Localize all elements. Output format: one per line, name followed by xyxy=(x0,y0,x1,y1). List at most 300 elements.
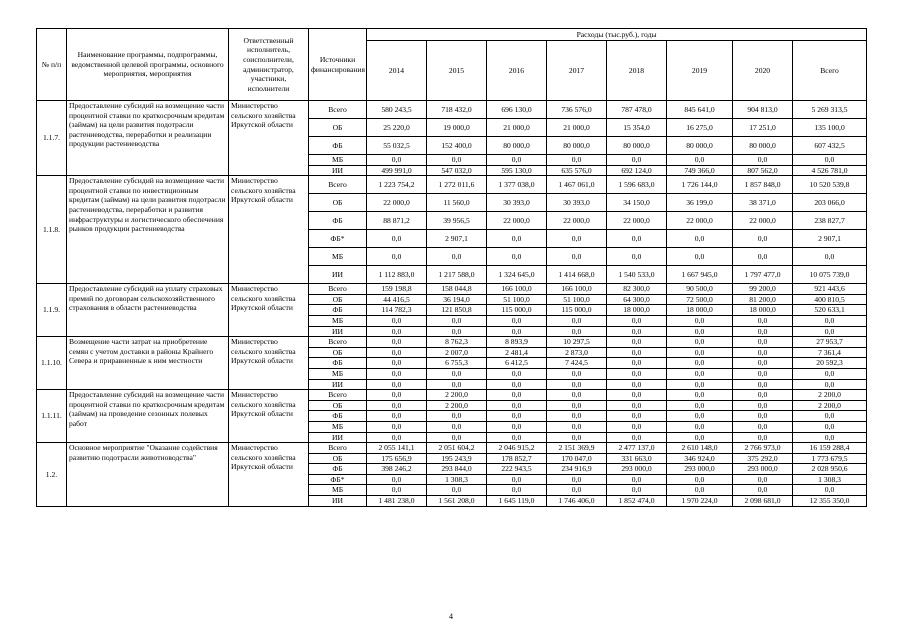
amount-cell: 18 000,0 xyxy=(607,305,667,316)
amount-cell: 0,0 xyxy=(547,368,607,379)
amount-cell: 0,0 xyxy=(667,474,733,485)
amount-cell: 51 100,0 xyxy=(547,294,607,305)
amount-cell: 0,0 xyxy=(367,368,427,379)
amount-cell: 0,0 xyxy=(427,411,487,422)
amount-cell: 0,0 xyxy=(547,155,607,166)
funding-source: Всего xyxy=(309,390,367,401)
amount-cell: 0,0 xyxy=(607,230,667,248)
funding-source: ФБ xyxy=(309,411,367,422)
amount-cell: 0,0 xyxy=(667,326,733,337)
amount-total: 0,0 xyxy=(793,315,867,326)
amount-cell: 55 032,5 xyxy=(367,137,427,155)
amount-cell: 2 151 369,9 xyxy=(547,443,607,454)
amount-cell: 80 000,0 xyxy=(487,137,547,155)
amount-cell: 0,0 xyxy=(607,337,667,348)
amount-total: 921 443,6 xyxy=(793,284,867,295)
header-year: 2020 xyxy=(733,41,793,101)
amount-cell: 1 746 406,0 xyxy=(547,496,607,507)
amount-cell: 72 500,0 xyxy=(667,294,733,305)
amount-cell: 0,0 xyxy=(487,411,547,422)
amount-cell: 0,0 xyxy=(487,421,547,432)
amount-total: 1 773 679,5 xyxy=(793,453,867,464)
amount-cell: 0,0 xyxy=(607,358,667,369)
amount-cell: 0,0 xyxy=(607,411,667,422)
amount-cell: 0,0 xyxy=(427,421,487,432)
amount-cell: 1 645 119,0 xyxy=(487,496,547,507)
amount-cell: 0,0 xyxy=(547,326,607,337)
amount-cell: 0,0 xyxy=(667,347,733,358)
amount-cell: 1 481 238,0 xyxy=(367,496,427,507)
amount-cell: 0,0 xyxy=(607,347,667,358)
amount-cell: 0,0 xyxy=(607,390,667,401)
amount-cell: 82 300,0 xyxy=(607,284,667,295)
amount-cell: 0,0 xyxy=(487,485,547,496)
amount-cell: 2 200,0 xyxy=(427,390,487,401)
amount-cell: 99 200,0 xyxy=(733,284,793,295)
amount-cell: 0,0 xyxy=(427,379,487,390)
amount-cell: 0,0 xyxy=(733,248,793,266)
amount-total: 2 200,0 xyxy=(793,390,867,401)
budget-table-sheet xyxy=(36,28,866,507)
amount-cell: 1 857 848,0 xyxy=(733,176,793,194)
amount-cell: 0,0 xyxy=(367,347,427,358)
amount-cell: 51 100,0 xyxy=(487,294,547,305)
table-row xyxy=(37,284,867,295)
funding-source: Всего xyxy=(309,101,367,119)
amount-cell: 81 200,0 xyxy=(733,294,793,305)
amount-total: 16 159 288,4 xyxy=(793,443,867,454)
amount-cell: 0,0 xyxy=(367,400,427,411)
amount-total: 400 810,5 xyxy=(793,294,867,305)
amount-cell: 845 641,0 xyxy=(667,101,733,119)
amount-cell: 234 916,9 xyxy=(547,464,607,475)
amount-cell: 39 956,5 xyxy=(427,212,487,230)
amount-cell: 44 416,5 xyxy=(367,294,427,305)
amount-cell: 1 308,3 xyxy=(427,474,487,485)
amount-cell: 38 371,0 xyxy=(733,194,793,212)
funding-source: ОБ xyxy=(309,347,367,358)
amount-cell: 115 000,0 xyxy=(547,305,607,316)
amount-total: 2 200,0 xyxy=(793,400,867,411)
amount-cell: 293 844,0 xyxy=(427,464,487,475)
funding-source: МБ xyxy=(309,315,367,326)
amount-cell: 0,0 xyxy=(733,379,793,390)
amount-cell: 0,0 xyxy=(667,411,733,422)
amount-cell: 195 243,9 xyxy=(427,453,487,464)
amount-total: 20 592,3 xyxy=(793,358,867,369)
amount-cell: 0,0 xyxy=(547,390,607,401)
amount-cell: 22 000,0 xyxy=(367,194,427,212)
table-header xyxy=(37,29,867,101)
amount-cell: 1 112 883,0 xyxy=(367,266,427,284)
amount-cell: 64 300,0 xyxy=(607,294,667,305)
amount-cell: 0,0 xyxy=(367,485,427,496)
funding-source: ИИ xyxy=(309,379,367,390)
amount-cell: 547 032,0 xyxy=(427,165,487,176)
header-year: 2019 xyxy=(667,41,733,101)
header-source: Источники финансирования xyxy=(309,29,367,101)
amount-cell: 0,0 xyxy=(487,155,547,166)
amount-total: 0,0 xyxy=(793,248,867,266)
executor: Министерство сельского хозяйства Иркутской области xyxy=(229,443,309,507)
amount-cell: 0,0 xyxy=(667,337,733,348)
amount-cell: 331 663,0 xyxy=(607,453,667,464)
amount-cell: 30 393,0 xyxy=(487,194,547,212)
executor: Министерство сельского хозяйства Иркутской области xyxy=(229,337,309,390)
amount-cell: 36 199,0 xyxy=(667,194,733,212)
amount-cell: 2 481,4 xyxy=(487,347,547,358)
amount-cell: 0,0 xyxy=(733,358,793,369)
amount-cell: 787 478,0 xyxy=(607,101,667,119)
amount-cell: 293 000,0 xyxy=(733,464,793,475)
funding-source: ФБ xyxy=(309,137,367,155)
funding-source: Всего xyxy=(309,284,367,295)
amount-cell: 0,0 xyxy=(607,421,667,432)
amount-cell: 293 000,0 xyxy=(667,464,733,475)
amount-cell: 0,0 xyxy=(487,230,547,248)
amount-cell: 22 000,0 xyxy=(667,212,733,230)
amount-cell: 15 354,0 xyxy=(607,119,667,137)
amount-cell: 1 970 224,0 xyxy=(667,496,733,507)
funding-source: МБ xyxy=(309,155,367,166)
amount-cell: 10 297,5 xyxy=(547,337,607,348)
amount-total: 0,0 xyxy=(793,326,867,337)
amount-total: 27 953,7 xyxy=(793,337,867,348)
amount-cell: 0,0 xyxy=(667,358,733,369)
item-number: 1.1.10. xyxy=(37,337,67,390)
amount-cell: 499 991,0 xyxy=(367,165,427,176)
amount-total: 10 520 539,8 xyxy=(793,176,867,194)
amount-cell: 0,0 xyxy=(367,230,427,248)
amount-cell: 580 243,5 xyxy=(367,101,427,119)
amount-total: 520 633,1 xyxy=(793,305,867,316)
amount-cell: 0,0 xyxy=(367,432,427,443)
amount-total: 2 028 950,6 xyxy=(793,464,867,475)
amount-cell: 0,0 xyxy=(487,390,547,401)
amount-cell: 0,0 xyxy=(547,248,607,266)
amount-cell: 293 000,0 xyxy=(607,464,667,475)
amount-cell: 121 850,8 xyxy=(427,305,487,316)
item-number: 1.1.9. xyxy=(37,284,67,337)
amount-cell: 0,0 xyxy=(733,347,793,358)
amount-cell: 0,0 xyxy=(607,326,667,337)
amount-cell: 36 194,0 xyxy=(427,294,487,305)
amount-cell: 2 046 915,2 xyxy=(487,443,547,454)
amount-cell: 0,0 xyxy=(667,400,733,411)
amount-total: 12 355 350,0 xyxy=(793,496,867,507)
funding-source: ОБ xyxy=(309,194,367,212)
amount-cell: 0,0 xyxy=(487,315,547,326)
budget-table xyxy=(36,28,867,507)
amount-cell: 0,0 xyxy=(607,400,667,411)
amount-cell: 88 871,2 xyxy=(367,212,427,230)
amount-cell: 0,0 xyxy=(547,230,607,248)
executor: Министерство сельского хозяйства Иркутской области xyxy=(229,176,309,284)
amount-cell: 1 726 144,0 xyxy=(667,176,733,194)
funding-source: ФБ xyxy=(309,358,367,369)
amount-cell: 158 044,8 xyxy=(427,284,487,295)
funding-source: ИИ xyxy=(309,326,367,337)
amount-cell: 1 324 645,0 xyxy=(487,266,547,284)
item-number: 1.1.11. xyxy=(37,390,67,443)
amount-cell: 0,0 xyxy=(733,432,793,443)
amount-total: 203 066,0 xyxy=(793,194,867,212)
amount-cell: 0,0 xyxy=(487,326,547,337)
amount-total: 135 100,0 xyxy=(793,119,867,137)
amount-cell: 0,0 xyxy=(547,400,607,411)
header-executor: Ответственный исполнитель, соисполнители, администратор, участники, исполнители xyxy=(229,29,309,101)
funding-source: ФБ* xyxy=(309,230,367,248)
amount-cell: 115 000,0 xyxy=(487,305,547,316)
amount-cell: 595 130,0 xyxy=(487,165,547,176)
amount-cell: 0,0 xyxy=(607,368,667,379)
funding-source: ФБ xyxy=(309,212,367,230)
amount-cell: 2 055 141,1 xyxy=(367,443,427,454)
amount-cell: 2 051 604,2 xyxy=(427,443,487,454)
amount-cell: 22 000,0 xyxy=(547,212,607,230)
funding-source: ОБ xyxy=(309,400,367,411)
amount-cell: 1 561 208,0 xyxy=(427,496,487,507)
amount-cell: 0,0 xyxy=(367,411,427,422)
executor: Министерство сельского хозяйства Иркутской области xyxy=(229,101,309,176)
amount-cell: 1 223 754,2 xyxy=(367,176,427,194)
amount-cell: 0,0 xyxy=(367,155,427,166)
amount-cell: 0,0 xyxy=(733,315,793,326)
amount-cell: 159 198,8 xyxy=(367,284,427,295)
amount-cell: 222 943,5 xyxy=(487,464,547,475)
amount-cell: 2 098 681,0 xyxy=(733,496,793,507)
amount-cell: 6 755,3 xyxy=(427,358,487,369)
amount-cell: 152 400,0 xyxy=(427,137,487,155)
amount-cell: 2 766 973,0 xyxy=(733,443,793,454)
amount-cell: 18 000,0 xyxy=(733,305,793,316)
amount-cell: 0,0 xyxy=(367,474,427,485)
amount-cell: 0,0 xyxy=(487,400,547,411)
amount-cell: 6 412,5 xyxy=(487,358,547,369)
amount-cell: 166 100,0 xyxy=(547,284,607,295)
item-number: 1.1.7. xyxy=(37,101,67,176)
amount-total: 4 526 781,0 xyxy=(793,165,867,176)
amount-cell: 0,0 xyxy=(607,474,667,485)
amount-cell: 0,0 xyxy=(487,379,547,390)
amount-cell: 0,0 xyxy=(607,155,667,166)
funding-source: ФБ xyxy=(309,464,367,475)
amount-cell: 346 924,0 xyxy=(667,453,733,464)
amount-cell: 0,0 xyxy=(733,411,793,422)
amount-cell: 635 576,0 xyxy=(547,165,607,176)
amount-cell: 0,0 xyxy=(667,315,733,326)
table-row xyxy=(37,176,867,194)
executor: Министерство сельского хозяйства Иркутской области xyxy=(229,390,309,443)
amount-cell: 749 366,0 xyxy=(667,165,733,176)
amount-cell: 0,0 xyxy=(547,432,607,443)
amount-cell: 0,0 xyxy=(367,337,427,348)
amount-cell: 1 467 061,0 xyxy=(547,176,607,194)
amount-cell: 0,0 xyxy=(607,315,667,326)
amount-cell: 2 873,0 xyxy=(547,347,607,358)
amount-total: 1 308,3 xyxy=(793,474,867,485)
table-row xyxy=(37,101,867,119)
amount-cell: 1 852 474,0 xyxy=(607,496,667,507)
amount-cell: 736 576,0 xyxy=(547,101,607,119)
amount-total: 238 827,7 xyxy=(793,212,867,230)
amount-cell: 11 560,0 xyxy=(427,194,487,212)
amount-total: 7 361,4 xyxy=(793,347,867,358)
amount-cell: 0,0 xyxy=(667,248,733,266)
measure-name: Предоставление субсидий на возмещение части процентной ставки по инвестиционным кредитам (займам) на цели развития подотрасли растениеводства, переработки и развития инфраструктуры и логистического обеспечения рынков продукции растениеводства xyxy=(67,176,229,284)
header-year: 2016 xyxy=(487,41,547,101)
funding-source: МБ xyxy=(309,248,367,266)
header-name: Наименование программы, подпрограммы, ведомственной целевой программы, основного мероприятия, мероприятия xyxy=(67,29,229,101)
amount-cell: 0,0 xyxy=(547,411,607,422)
amount-cell: 21 000,0 xyxy=(547,119,607,137)
amount-cell: 0,0 xyxy=(733,474,793,485)
amount-cell: 21 000,0 xyxy=(487,119,547,137)
item-number: 1.1.8. xyxy=(37,176,67,284)
funding-source: МБ xyxy=(309,421,367,432)
table-row xyxy=(37,390,867,401)
amount-cell: 1 596 683,0 xyxy=(607,176,667,194)
amount-cell: 0,0 xyxy=(547,315,607,326)
table-row xyxy=(37,443,867,454)
funding-source: Всего xyxy=(309,176,367,194)
amount-cell: 170 047,0 xyxy=(547,453,607,464)
amount-cell: 18 000,0 xyxy=(667,305,733,316)
amount-cell: 0,0 xyxy=(547,474,607,485)
amount-cell: 114 782,3 xyxy=(367,305,427,316)
amount-total: 2 907,1 xyxy=(793,230,867,248)
amount-total: 0,0 xyxy=(793,411,867,422)
funding-source: МБ xyxy=(309,485,367,496)
amount-cell: 178 852,7 xyxy=(487,453,547,464)
amount-cell: 0,0 xyxy=(667,368,733,379)
amount-cell: 1 377 038,0 xyxy=(487,176,547,194)
amount-cell: 1 540 533,0 xyxy=(607,266,667,284)
amount-cell: 0,0 xyxy=(733,400,793,411)
funding-source: Всего xyxy=(309,443,367,454)
amount-cell: 904 813,0 xyxy=(733,101,793,119)
amount-cell: 0,0 xyxy=(367,248,427,266)
amount-cell: 0,0 xyxy=(367,315,427,326)
amount-cell: 1 272 011,6 xyxy=(427,176,487,194)
header-year: 2018 xyxy=(607,41,667,101)
amount-cell: 0,0 xyxy=(427,315,487,326)
amount-cell: 0,0 xyxy=(427,155,487,166)
funding-source: ФБ xyxy=(309,305,367,316)
page-number: 4 xyxy=(449,612,453,621)
amount-cell: 0,0 xyxy=(667,485,733,496)
amount-cell: 0,0 xyxy=(427,368,487,379)
amount-cell: 0,0 xyxy=(607,432,667,443)
amount-cell: 22 000,0 xyxy=(487,212,547,230)
amount-cell: 1 217 588,0 xyxy=(427,266,487,284)
amount-cell: 19 000,0 xyxy=(427,119,487,137)
amount-cell: 0,0 xyxy=(367,358,427,369)
amount-cell: 0,0 xyxy=(367,379,427,390)
header-no: № п/п xyxy=(37,29,67,101)
amount-cell: 166 100,0 xyxy=(487,284,547,295)
amount-cell: 0,0 xyxy=(733,368,793,379)
amount-cell: 1 414 668,0 xyxy=(547,266,607,284)
amount-cell: 0,0 xyxy=(427,326,487,337)
amount-cell: 0,0 xyxy=(427,248,487,266)
amount-cell: 0,0 xyxy=(487,474,547,485)
amount-cell: 0,0 xyxy=(367,326,427,337)
amount-total: 10 075 739,0 xyxy=(793,266,867,284)
amount-cell: 692 124,0 xyxy=(607,165,667,176)
funding-source: ОБ xyxy=(309,294,367,305)
amount-cell: 0,0 xyxy=(427,485,487,496)
amount-cell: 0,0 xyxy=(367,390,427,401)
amount-cell: 30 393,0 xyxy=(547,194,607,212)
measure-name: Возмещение части затрат на приобретение семян с учетом доставки в районы Крайнего Севера и приравненные к ним местности xyxy=(67,337,229,390)
amount-cell: 2 610 148,0 xyxy=(667,443,733,454)
measure-name: Предоставление субсидий на возмещение части процентной ставки по краткосрочным кредитам (займам) на проведение сезонных полевых работ xyxy=(67,390,229,443)
amount-cell: 0,0 xyxy=(667,421,733,432)
funding-source: МБ xyxy=(309,368,367,379)
table-row xyxy=(37,337,867,348)
amount-cell: 0,0 xyxy=(733,421,793,432)
funding-source: Всего xyxy=(309,337,367,348)
amount-total: 0,0 xyxy=(793,368,867,379)
amount-cell: 807 562,0 xyxy=(733,165,793,176)
measure-name: Предоставление субсидий на возмещение части процентной ставки по краткосрочным кредитам (займам) на цели развития подотрасли растениеводства, переработки и реализации продукции растениеводства xyxy=(67,101,229,176)
amount-cell: 7 424,5 xyxy=(547,358,607,369)
amount-total: 607 432,5 xyxy=(793,137,867,155)
amount-cell: 0,0 xyxy=(607,248,667,266)
amount-cell: 34 150,0 xyxy=(607,194,667,212)
funding-source: ИИ xyxy=(309,496,367,507)
amount-cell: 16 275,0 xyxy=(667,119,733,137)
amount-total: 0,0 xyxy=(793,379,867,390)
amount-cell: 0,0 xyxy=(547,421,607,432)
amount-cell: 80 000,0 xyxy=(547,137,607,155)
amount-cell: 0,0 xyxy=(667,379,733,390)
measure-name: Основное мероприятие "Оказание содействия развитию подотрасли животноводства" xyxy=(67,443,229,507)
amount-cell: 0,0 xyxy=(427,432,487,443)
amount-total: 0,0 xyxy=(793,485,867,496)
amount-cell: 2 907,1 xyxy=(427,230,487,248)
funding-source: ОБ xyxy=(309,119,367,137)
measure-name: Предоставление субсидий на уплату страховых премий по договорам сельскохозяйственного страхования в области растениеводства xyxy=(67,284,229,337)
amount-cell: 0,0 xyxy=(733,326,793,337)
funding-source: ФБ* xyxy=(309,474,367,485)
funding-source: ИИ xyxy=(309,266,367,284)
amount-cell: 0,0 xyxy=(487,248,547,266)
header-expenses: Расходы (тыс.руб.), годы xyxy=(367,29,867,41)
funding-source: ИИ xyxy=(309,432,367,443)
amount-cell: 2 477 137,0 xyxy=(607,443,667,454)
amount-cell: 175 656,9 xyxy=(367,453,427,464)
amount-cell: 90 500,0 xyxy=(667,284,733,295)
amount-cell: 2 007,0 xyxy=(427,347,487,358)
amount-cell: 0,0 xyxy=(607,485,667,496)
amount-cell: 0,0 xyxy=(667,230,733,248)
amount-cell: 2 200,0 xyxy=(427,400,487,411)
amount-cell: 375 292,0 xyxy=(733,453,793,464)
amount-cell: 0,0 xyxy=(667,155,733,166)
amount-total: 5 269 313,5 xyxy=(793,101,867,119)
amount-cell: 0,0 xyxy=(487,432,547,443)
amount-cell: 0,0 xyxy=(667,432,733,443)
amount-cell: 80 000,0 xyxy=(667,137,733,155)
executor: Министерство сельского хозяйства Иркутской области xyxy=(229,284,309,337)
amount-cell: 696 130,0 xyxy=(487,101,547,119)
header-total: Всего xyxy=(793,41,867,101)
amount-cell: 8 893,9 xyxy=(487,337,547,348)
amount-cell: 0,0 xyxy=(733,230,793,248)
amount-cell: 1 667 945,0 xyxy=(667,266,733,284)
